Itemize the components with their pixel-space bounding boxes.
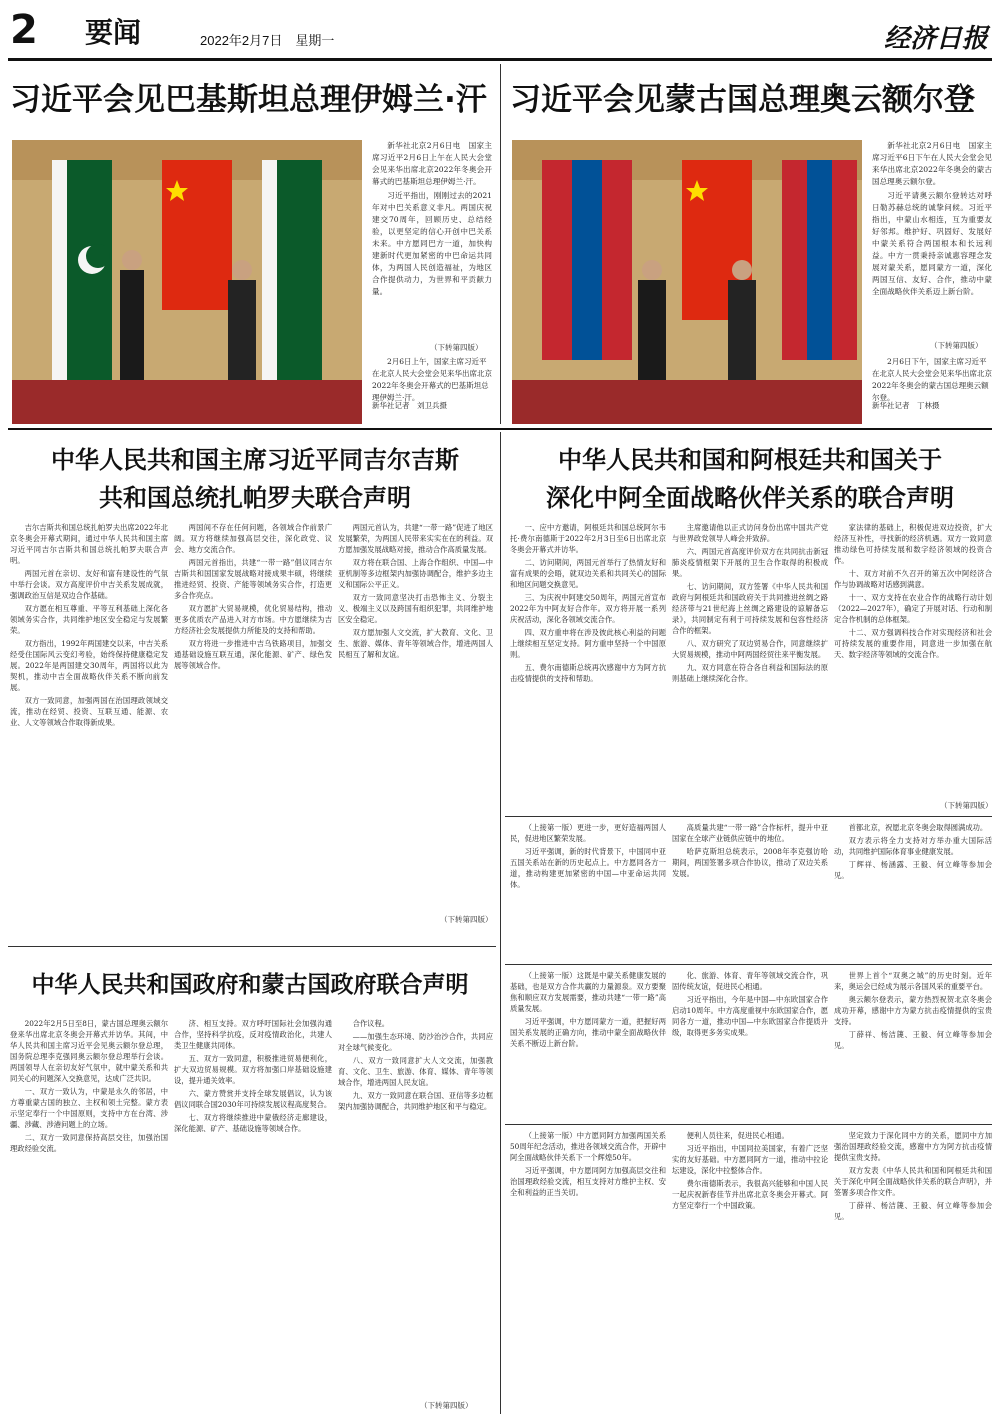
story2-photo [512,140,862,424]
photo-caption [372,356,492,402]
paragraph: 九、双方一致同意在联合国、亚信等多边框架内加强协调配合，共同维护地区和平与稳定。 [338,1091,493,1111]
story5-headline: 中华人民共和国政府和蒙古国政府联合声明 [31,972,469,998]
paragraph: （上接第一版）更进一步，更好造福两国人民，促进地区繁荣发展。 [510,823,666,843]
story5-column-1 [10,1018,168,1410]
paragraph: 四、双方重申将在涉及彼此核心利益的问题上继续相互坚定支持。阿方重申坚持一个中国原则。 [510,628,666,659]
photo-credit: 新华社记者 刘卫兵摄 [372,401,447,410]
story3-headline-line1: 中华人民共和国主席习近平同吉尔吉斯 [51,446,459,474]
masthead-rule [8,58,992,61]
story3-column-3 [338,522,493,912]
paragraph: 丁辉祥、杨涵露、王毅、何立峰等参加会见。 [834,860,992,880]
paragraph: 双方指出，1992年两国建交以来，中吉关系经受住国际风云变幻考验，始终保持健康稳定发展。2022年是两国建交30周年，两国将以此为契机，推动中吉全面战略伙伴关系不断向前发展。 [10,639,168,692]
paragraph: 费尔南德斯表示，我很高兴能够和中国人民一起庆祝新春佳节并出席北京冬奥会开幕式。阿方坚定奉行一个中国政策。 [672,1179,828,1210]
section-rule [505,1124,992,1125]
paragraph: 主席邀请他以正式访问身份出席中国共产党与世界政党领导人峰会并致辞。 [672,523,828,543]
paragraph: 九、双方同意在符合各自利益和国际法的原则基础上继续深化合作。 [672,663,828,683]
story6-column-3 [834,1130,992,1410]
story4-column-1 [510,522,666,812]
story3-cont-column-2 [672,822,828,960]
paragraph: 十二、双方强调科技合作对实现经济和社会可持续发展的重要作用，同意进一步加强在航天、数字经济等领域的交流合作。 [834,628,992,659]
paragraph: 世界上首个“双奥之城”的历史时刻。近年来，奥运会已经成为展示各国风采的重要平台。 [834,971,992,991]
paragraph: 八、双方一致同意扩大人文交流，加强教育、文化、卫生、旅游、体育、媒体、青年等领域合作，增进两国人民友谊。 [338,1056,493,1087]
paragraph: 五、双方一致同意，积极推进贸易便利化，扩大双边贸易规模。双方将加强口岸基础设施建设，提升通关效率。 [174,1054,332,1085]
paragraph: 吉尔吉斯共和国总统扎帕罗夫出席2022年北京冬奥会开幕式期间，通过中华人民共和国主席习近平同吉尔吉斯共和国总统扎帕罗夫联合声明。 [10,523,168,565]
paragraph: 两国元首指出，共建“一带一路”倡议同吉尔吉斯共和国国家发展战略对接成果丰硕，将继续推进经贸、投资、产能等领域务实合作，打造更多合作亮点。 [174,558,332,600]
story1-body [372,140,492,342]
section-title: 要闻 [85,16,142,49]
paragraph: 双方发表《中华人民共和国和阿根廷共和国关于深化中阿全面战略伙伴关系的联合声明》，并签署多项合作文件。 [834,1166,992,1197]
section-rule [505,964,992,965]
story3-cont-column-1 [510,822,666,960]
paragraph: 家法律的基础上，积极促进双边投资，扩大经济互补性，寻找新的经济机遇。双方一致同意推动绿色可持续发展和数字经济领域的投资合作。 [834,523,992,565]
paragraph: 七、访问期间，双方签署《中华人民共和国政府与阿根廷共和国政府关于共同推进丝绸之路经济带与21世纪海上丝绸之路建设的谅解备忘录》，共同制定有利于可持续发展和包容性经济合作的框架。 [672,582,828,635]
paragraph: （上接第一版）这既是中蒙关系健康发展的基础，也是双方合作共赢的力量源泉。双方要聚焦和顺应双方发展需要，推动共建“一带一路”高质量发展。 [510,971,666,1013]
photo-caption [872,356,992,402]
paragraph: 习近平指出，中国同拉美国家，有着广泛坚实的友好基础。中方愿同阿方一道，推动中拉论坛建设，深化中拉整体合作。 [672,1144,828,1175]
story4-cont-column-3 [834,970,992,1120]
paragraph: 一、应中方邀请，阿根廷共和国总统阿尔韦托·费尔南德斯于2022年2月3日至6日出席北京冬奥会开幕式并访华。 [510,523,666,554]
paragraph: 十、双方对前不久召开的第五次中阿经济合作与协调战略对话感到满意。 [834,569,992,589]
story6-column-1 [510,1130,666,1410]
paragraph: 便利人员往来，促进民心相通。 [686,1131,789,1140]
continue-note: （下转第四版） [940,801,993,810]
paragraph: 十一、双方支持在农业合作的战略行动计划（2022—2027年），确定了开展对话、行动和制定合作机制的总体框架。 [834,593,992,624]
story4-column-3 [834,522,992,798]
caption-text: 2月6日上午，国家主席习近平在北京人民大会堂会见来华出席北京2022年冬奥会开幕式的巴基斯坦总理伊姆兰·汗。 [372,357,492,402]
paragraph: 二、双方一致同意保持高层交往，加强治国理政经验交流。 [10,1133,168,1153]
paragraph: 丁薛祥、杨洁篪、王毅、何立峰等参加会见。 [834,1030,992,1050]
paragraph: 五、费尔南德斯总统再次感谢中方为阿方抗击疫情提供的支持和帮助。 [510,663,666,683]
paragraph: 两国间不存在任何问题，各领域合作前景广阔。双方将继续加强高层交往，深化政党、议会、地方交流合作。 [174,523,332,554]
paragraph: （上接第一版）中方愿同阿方加强两国关系50周年纪念活动，推进各领域交流合作，开辟中阿全面战略伙伴关系下一个辉煌50年。 [510,1131,666,1162]
story3-headline-line2: 共和国总统扎帕罗夫联合声明 [99,484,411,512]
section-rule [8,946,496,947]
paragraph: 两国元首在亲切、友好和富有建设性的气氛中举行会谈。双方高度评价中吉关系发展成就，强调政治互信是双边合作基础。 [10,569,168,600]
paragraph: 六、蒙方赞赏并支持全球发展倡议，认为该倡议同联合国2030年可持续发展议程高度契合。 [174,1089,332,1109]
story4-headline-line2: 深化中阿全面战略伙伴关系的联合声明 [546,484,954,512]
section-rule [8,428,992,430]
story1-photo [12,140,362,424]
paragraph: 双方一致同意，加强两国在治国理政领域交流，推动在经贸、投资、互联互通、能源、农业、人文等领域合作取得新成果。 [10,696,168,727]
paragraph: 习近平强调，中方愿同阿方加强高层交往和治国理政经验交流，相互支持对方维护主权、安全和利益的正当关切。 [510,1166,666,1197]
paragraph: 首都北京，祝愿北京冬奥会取得圆满成功。 [848,823,988,832]
issue-date: 2022年2月7日 星期一 [200,33,335,48]
story4-headline-line1: 中华人民共和国和阿根廷共和国关于 [558,446,942,474]
paragraph: 2022年2月5日至8日，蒙古国总理奥云额尔登来华出席北京冬奥会开幕式并访华。其间，中华人民共和国主席习近平会见奥云额尔登总理，国务院总理李克强同奥云额尔登总理举行会谈。两国领导人在亲切友好气氛中，就中蒙关系和共同关心的问题深入交换意见，达成广泛共识。 [10,1019,168,1083]
paragraph: 哈萨克斯坦总统表示，2008年李克强访哈期间，两国签署多项合作协议，推动了双边关系发展。 [672,847,828,878]
paragraph: 新华社北京2月6日电 国家主席习近平6日下午在人民大会堂会见来华出席北京2022年冬奥会的蒙古国总理奥云额尔登。 [872,141,992,186]
paragraph: 七、双方将继续推进中蒙俄经济走廊建设，深化能源、矿产、基础设施等领域合作。 [174,1113,332,1133]
story4-column-2 [672,522,828,812]
story1-headline: 习近平会见巴基斯坦总理伊姆兰·汗 [10,82,487,118]
paragraph: 两国元首认为，共建“一带一路”促进了地区发展繁荣，为两国人民带来实实在在的利益。双方愿加强发展战略对接，推动合作高质量发展。 [338,523,493,554]
paragraph: 八、双方研究了双边贸易合作，同意继续扩大贸易规模，推动中阿两国经贸往来平衡发展。 [672,639,828,659]
story4-cont-column-1 [510,970,666,1120]
paragraph: 双方愿加强人文交流，扩大教育、文化、卫生、旅游、媒体、青年等领域合作，增进两国人民相互了解和友谊。 [338,628,493,659]
story6-column-2 [672,1130,828,1410]
paragraph: 习近平强调，中方愿同蒙方一道，把握好两国关系发展的正确方向，推动中蒙全面战略伙伴关系不断迈上新台阶。 [510,1017,666,1048]
paragraph: 合作议程。 [352,1019,390,1028]
paragraph: 双方愿扩大贸易规模，优化贸易结构，推动更多优质农产品进入对方市场。中方愿继续为吉方经济社会发展提供力所能及的支持和帮助。 [174,604,332,635]
continue-note: （下转第四版） [420,1401,473,1410]
caption-text: 2月6日下午，国家主席习近平在北京人民大会堂会见来华出席北京2022年冬奥会的蒙古国总理奥云额尔登。 [872,357,992,402]
paragraph: 六、两国元首高度评价双方在共同抗击新冠肺炎疫情框架下开展的卫生合作取得的积极成果。 [672,547,828,578]
paragraph: 双方愿在相互尊重、平等互利基础上深化各领域务实合作，共同维护地区安全稳定与发展繁荣。 [10,604,168,635]
section-rule [505,816,992,817]
paragraph: 双方表示将全力支持对方举办重大国际活动，共同维护国际体育事业健康发展。 [834,836,992,856]
paragraph: 习近平强调，新的时代背景下，中国同中亚五国关系站在新的历史起点上。中方愿同各方一道，推动构建更加紧密的中国—中亚命运共同体。 [510,847,666,889]
paragraph: 习近平指出，刚刚过去的2021年对中巴关系意义非凡。两国庆祝建交70周年，回顾历史、总结经验，以更坚定的信心开创中巴关系未来。中方愿同巴方一道，加快构建新时代更加紧密的中巴命运共同体，为两国人民创造福祉，为地区合作提供动力，为世界和平贡献力量。 [372,191,492,296]
paragraph: 双方一致同意坚决打击恐怖主义、分裂主义、极端主义以及跨国有组织犯罪，共同维护地区安全稳定。 [338,593,493,624]
paragraph: 新华社北京2月6日电 国家主席习近平2月6日上午在人民大会堂会见来华出席北京2022年冬奥会开幕式的巴基斯坦总理伊姆兰·汗。 [372,141,492,186]
column-divider [500,432,501,1414]
paragraph: ——加强生态环境、防沙治沙合作，共同应对全球气候变化。 [338,1032,493,1052]
newspaper-logo: 经济日报 [883,24,988,54]
paragraph: 高质量共建“一带一路”合作标杆，提升中亚国家在全球产业链供应链中的地位。 [672,823,828,843]
story5-column-2 [174,1018,332,1410]
page-number: 2 [10,7,38,53]
story4-cont-column-2 [672,970,828,1120]
paragraph: 化、旅游、体育、青年等领域交流合作，巩固传统友谊，促进民心相通。 [672,971,828,991]
story2-body [872,140,992,336]
paragraph: 奥云额尔登表示，蒙方热烈祝贺北京冬奥会成功开幕，感谢中方为蒙方抗击疫情提供的宝贵支持。 [834,995,992,1026]
story3-column-1 [10,522,168,924]
paragraph: 二、访问期间，两国元首举行了热情友好和富有成果的会晤，就双边关系和共同关心的国际和地区问题交换意见。 [510,558,666,589]
continue-note: （下转第四版） [440,915,493,924]
paragraph: 习近平指出，今年是中国—中东欧国家合作启动10周年。中方高度重视中东欧国家合作，愿同各方一道，推动中国—中东欧国家合作提质升级，取得更多务实成果。 [672,995,828,1037]
story2-headline: 习近平会见蒙古国总理奥云额尔登 [510,82,975,118]
story3-column-2 [174,522,332,924]
paragraph: 习近平请奥云额尔登转达对呼日勒苏赫总统的诚挚问候。习近平指出，中蒙山水相连，互为重要友好邻邦。维护好、巩固好、发展好中蒙关系符合两国根本和长远利益。中方一贯秉持亲诚惠容理念发展对蒙关系，愿同蒙方一道，深化两国互信、友好、合作，推动中蒙全面战略伙伴关系迈上新台阶。 [872,191,992,296]
paragraph: 坚定致力于深化同中方的关系，愿同中方加强治国理政经验交流，感谢中方为阿方抗击疫情提供宝贵支持。 [834,1131,992,1162]
paragraph: 济、相互支持。双方呼吁国际社会加强沟通合作，坚持科学抗疫，反对疫情政治化，共建人类卫生健康共同体。 [174,1019,332,1050]
story3-cont-column-3 [834,822,992,960]
continue-note: （下转第四版） [930,341,983,350]
column-divider [500,64,501,424]
paragraph: 一、双方一致认为，中蒙是永久的邻居，中方尊重蒙古国的独立、主权和领土完整。蒙方表示坚定奉行一个中国原则，支持中方在台湾、涉疆、涉藏、涉港问题上的立场。 [10,1087,168,1129]
paragraph: 双方将进一步推进中吉乌铁路项目，加强交通基础设施互联互通，深化能源、矿产、绿色发展等领域合作。 [174,639,332,670]
story5-column-3 [338,1018,493,1398]
paragraph: 双方将在联合国、上海合作组织、中国—中亚机制等多边框架内加强协调配合，维护多边主义和国际公平正义。 [338,558,493,589]
paragraph: 丁薛祥、杨洁篪、王毅、何立峰等参加会见。 [834,1201,992,1221]
continue-note: （下转第四版） [430,343,483,352]
photo-credit: 新华社记者 丁林摄 [872,401,940,410]
paragraph: 三、为庆祝中阿建交50周年，两国元首宣布2022年为中阿友好合作年。双方将开展一系列庆祝活动，深化各领域交流合作。 [510,593,666,624]
